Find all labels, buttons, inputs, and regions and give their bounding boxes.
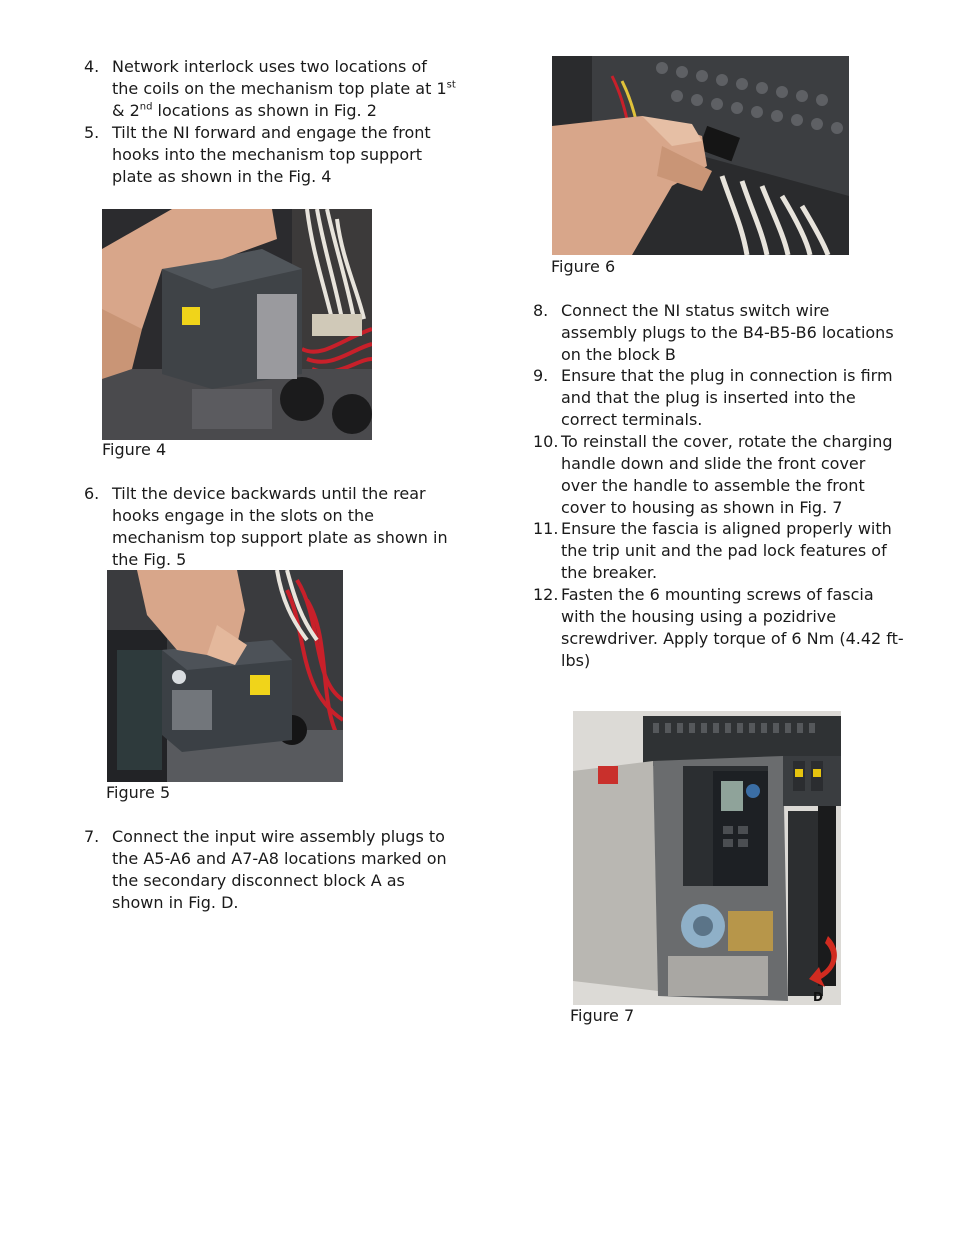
step-number: 8. [533,301,549,320]
step-line: Ensure that the plug in connection is firm [561,366,893,385]
step-line: the Fig. 5 [112,550,187,569]
step-line: Ensure the fascia is aligned properly with [561,519,892,538]
step-line: locations as shown in Fig. 2 [157,101,377,120]
figure-7-photo [573,711,841,1005]
step-line: mechanism top support plate as shown in [112,528,448,547]
step-line: Connect the input wire assembly plugs to [112,827,445,846]
step-line: the A5-A6 and A7-A8 locations marked on [112,849,447,868]
step-number: 10. [533,432,559,451]
step-line: Tilt the NI forward and engage the front [112,123,431,142]
step-number: 12. [533,585,559,604]
figure-5-photo [107,570,343,782]
step-line: screwdriver. Apply torque of 6 Nm (4.42 ft- [561,629,904,648]
figure-7-illustration [573,711,841,1005]
step-line: the breaker. [561,563,658,582]
step-line: assembly plugs to the B4-B5-B6 locations [561,323,894,342]
superscript: nd [139,101,153,113]
figure-6-photo [552,56,849,255]
step-line: shown in Fig. D. [112,893,239,912]
figure-5-illustration [107,570,343,782]
step-line: on the block B [561,345,676,364]
step-number: 9. [533,366,549,385]
figure-7-caption: Figure 7 [570,1006,635,1025]
figure-7-marker: D [813,990,823,1004]
step-line: the trip unit and the pad lock features of [561,541,887,560]
step-line: Connect the NI status switch wire [561,301,830,320]
step-line: hooks into the mechanism top support [112,145,422,164]
step-line: plate as shown in the Fig. 4 [112,167,332,186]
step-line: Tilt the device backwards until the rear [112,484,426,503]
step-line: over the handle to assemble the front [561,476,865,495]
step-line: lbs) [561,651,591,670]
step-line: with the housing using a pozidrive [561,607,837,626]
figure-6-caption: Figure 6 [551,257,616,276]
figure-4-photo [102,209,372,440]
step-number: 4. [84,57,100,76]
step-line: hooks engage in the slots on the [112,506,374,525]
figure-4-illustration [102,209,372,440]
figure-4-caption: Figure 4 [102,440,167,459]
step-line: Network interlock uses two locations of [112,57,427,76]
step-line: the coils on the mechanism top plate at 1 [112,79,447,98]
step-number: 11. [533,519,559,538]
step-line: and that the plug is inserted into the [561,388,856,407]
step-line: Fasten the 6 mounting screws of fascia [561,585,874,604]
step-line: & 2 [112,101,140,120]
superscript: st [446,79,456,91]
figure-6-illustration [552,56,849,255]
step-line: correct terminals. [561,410,703,429]
step-number: 6. [84,484,100,503]
step-line: To reinstall the cover, rotate the charging [561,432,893,451]
step-number: 5. [84,123,100,142]
step-line: the secondary disconnect block A as [112,871,405,890]
step-number: 7. [84,827,100,846]
figure-5-caption: Figure 5 [106,783,171,802]
step-line: handle down and slide the front cover [561,454,866,473]
step-line: cover to housing as shown in Fig. 7 [561,498,843,517]
